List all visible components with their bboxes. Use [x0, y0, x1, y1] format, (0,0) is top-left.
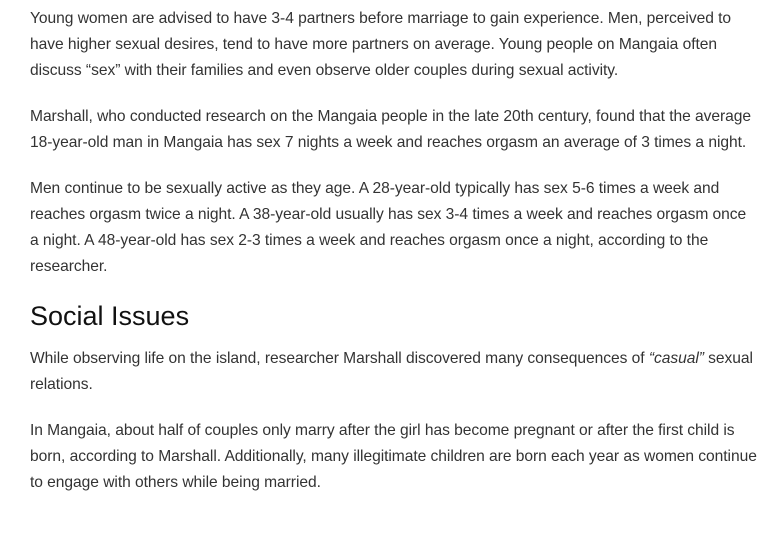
paragraph-partners: Young women are advised to have 3-4 partners before marriage to gain experience. Men, perceived to have higher sexual desires, tend to have more partners on average. Young people on Mangaia often discuss “sex” with their families and even observe older couples during sexual activity. — [30, 10, 731, 79]
paragraph-casual-text-before: While observing life on the island, researcher Marshall discovered many consequences of — [30, 350, 649, 367]
paragraph-age-activity: Men continue to be sexually active as they age. A 28-year-old typically has sex 5-6 times a week and reaches orgasm twice a night. A 38-year-old usually has sex 3-4 times a week and reaches orgasm once a night. A 48-year-old has sex 2-3 times a week and reaches orgasm once a night, according to the researcher. — [30, 180, 747, 275]
paragraph-casual-relations — [30, 346, 758, 398]
paragraph-casual-text-after: sexual relations. — [30, 350, 753, 393]
casual-emphasis: “casual” — [648, 350, 704, 367]
paragraph-marshall-research: Marshall, who conducted research on the Mangaia people in the late 20th century, found that the average 18-year-old man in Mangaia has sex 7 nights a week and reaches orgasm an average of 3 times a night. — [30, 108, 752, 151]
paragraph-marriage-pregnancy: In Mangaia, about half of couples only marry after the girl has become pregnant or after the first child is born, according to Marshall. Additionally, many illegitimate children are born each year as women continue to engage with others while being married. — [30, 422, 757, 491]
section-heading-social-issues: Social Issues — [30, 301, 190, 331]
